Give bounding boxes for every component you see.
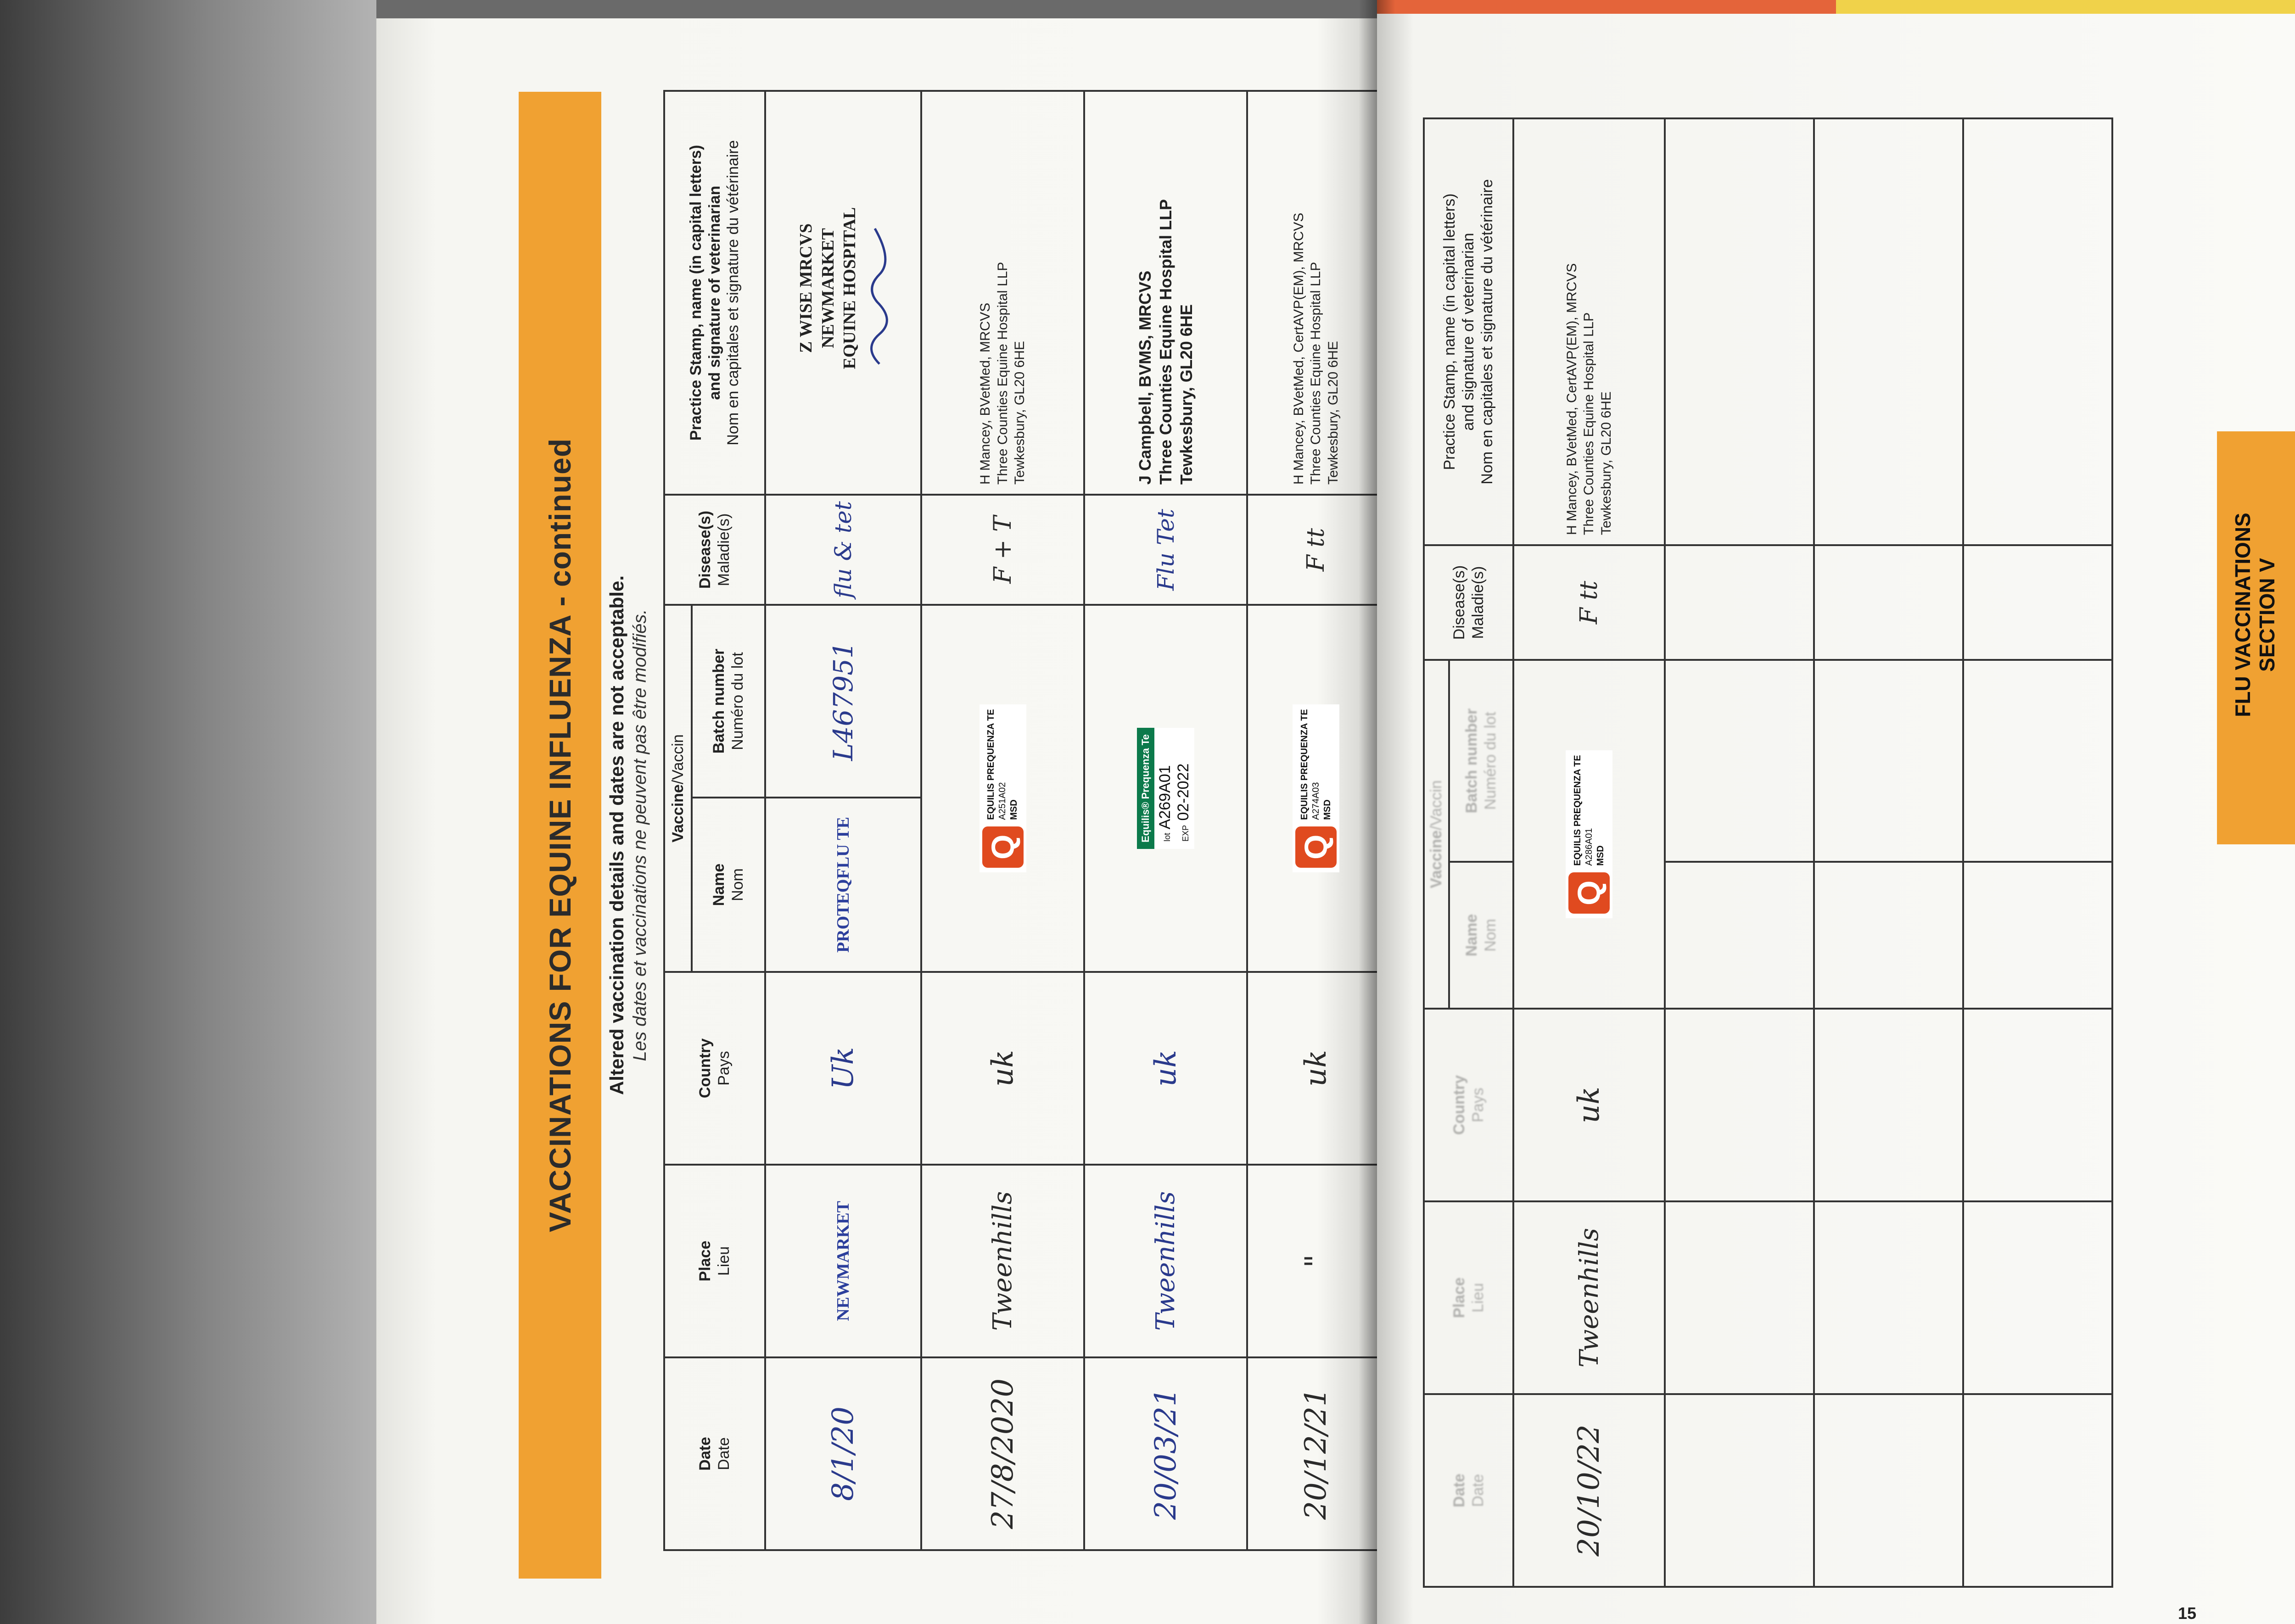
table-header-row [1424,118,1449,1587]
table-row-empty [1814,118,1963,1587]
cell-vaccine-sticker [1513,660,1665,1009]
col-header-vaccine: Vaccine/Vaccin [664,605,692,972]
cell-date: 20/10/22 [1513,1394,1665,1587]
col-header-country: Country Pays [664,972,765,1165]
cell-vaccine-sticker [1084,605,1247,972]
q-logo-icon: Q [1568,872,1610,914]
col-header-name: Name Nom [692,798,765,972]
cell-batch: L467951 [765,605,921,798]
section-banner [519,92,601,1579]
cell-stamp [1247,91,1377,495]
cell-date: 20/03/21 [1084,1357,1247,1550]
top-edge-strip-yellow [1836,0,2295,16]
cell-disease: F tt [1247,495,1377,605]
cell-stamp [765,91,921,495]
vet-stamp: H Mancey, BVetMed, CertAVP(EM), MRCVS Three Counties Equine Hospital LLP Tewkesbury, GL20 6HE [1564,263,1614,535]
msd-logo: MSD [1322,799,1332,820]
vaccine-sticker: Q EQUILIS PREQUENZA TE A251A02 MSD [980,704,1026,872]
scan-shadow [0,0,376,1624]
table-row [765,91,921,1550]
vet-stamp: H Mancey, BVetMed, MRCVS Three Counties Equine Hospital LLP Tewkesbury, GL20 6HE [978,262,1028,485]
q-logo-icon: Q [1295,826,1337,868]
notice-english: Altered vaccination details and dates are not acceptable. [606,575,627,1095]
notice-french: Les dates et vaccinations ne peuvent pas être modifiés. [630,609,650,1061]
q-logo-icon: Q [982,826,1024,868]
vet-stamp: J Campbell, BVMS, MRCVS Three Counties Equine Hospital LLP Tewkesbury, GL20 6HE [1136,199,1196,485]
cell-place: Tweenhills [1084,1165,1247,1357]
col-header-country: Country Pays [1424,1009,1513,1201]
cell-country: Uk [765,972,921,1165]
table-row [1084,91,1247,1550]
cell-disease: F + T [921,495,1084,605]
table-row [1513,118,1665,1587]
vet-stamp: H Mancey, BVetMed, CertAVP(EM), MRCVS Three Counties Equine Hospital LLP Tewkesbury, GL20 6HE [1291,212,1341,485]
col-header-place: Place Lieu [1424,1201,1513,1394]
vet-stamp: Z WISE MRCVS NEWMARKET EQUINE HOSPITAL [796,207,860,369]
msd-logo: MSD [1009,799,1019,820]
section-tab-title: FLU VACCINATIONS [2231,513,2255,717]
cell-place: Tweenhills [1513,1201,1665,1394]
cell-stamp [1084,91,1247,495]
signature-scribble [861,219,889,366]
page-title: VACCINATIONS FOR EQUINE INFLUENZA - continued [543,438,577,1233]
col-header-stamp: Practice Stamp, name (in capital letters) and signature of veterinarian Nom en capitales et signature du vétérinaire [1424,118,1513,545]
col-header-batch: Batch number Numéro du lot [692,605,765,798]
right-page [1377,14,2295,1624]
col-header-disease: Disease(s) Maladie(s) [664,495,765,605]
cell-place: " [1247,1165,1377,1357]
col-header-batch: Batch number Numéro du lot [1449,660,1513,862]
cell-vaccine-sticker [921,605,1084,972]
section-tab-label [2231,454,2279,776]
right-page-content [1423,119,2111,1588]
cell-disease: Flu Tet [1084,495,1247,605]
vaccine-sticker: Q EQUILIS PREQUENZA TE A286A01 MSD [1566,750,1612,918]
table-row-empty [1963,118,2112,1587]
section-tab-subtitle: SECTION V [2255,558,2279,672]
col-header-name: Name Nom [1449,862,1513,1009]
cell-country: uk [921,972,1084,1165]
table-row [1247,91,1377,1550]
vaccination-table [663,90,1377,1551]
table-header-row [664,91,692,1550]
left-page [376,18,1377,1624]
cell-country: uk [1513,1009,1665,1201]
cell-disease: flu & tet [765,495,921,605]
vaccine-sticker: Q EQUILIS PREQUENZA TE A274A03 MSD [1293,704,1339,872]
col-header-vaccine: Vaccine/Vaccin [1424,660,1449,1009]
col-header-disease: Disease(s) Maladie(s) [1424,545,1513,660]
cell-date: 8/1/20 [765,1357,921,1550]
left-page-content [519,92,1377,1579]
cell-date: 27/8/2020 [921,1357,1084,1550]
cell-date: 20/12/21 [1247,1357,1377,1550]
cell-country: uk [1247,972,1377,1165]
page-number: 15 [2178,1604,2197,1623]
col-header-stamp: Practice Stamp, name (in capital letters) and signature of veterinarian Nom en capitales et signature du vétérinaire [664,91,765,495]
cell-place: Tweenhills [921,1165,1084,1357]
cell-stamp [1513,118,1665,545]
col-header-place: Place Lieu [664,1165,765,1357]
cell-vaccine-sticker [1247,605,1377,972]
vaccination-table-right [1423,117,2113,1588]
col-header-date: Date Date [1424,1394,1513,1587]
table-row [921,91,1084,1550]
msd-logo: MSD [1595,845,1606,866]
col-header-date: Date Date [664,1357,765,1550]
table-row-empty [1665,118,1814,1587]
cell-disease: F tt [1513,545,1665,660]
vaccine-label-green: Equilis® Prequenza Te lot A269A01 EXP 02-2022 [1137,728,1194,849]
top-edge-strip [1377,0,1836,16]
cell-place: NEWMARKET [765,1165,921,1357]
cell-stamp [921,91,1084,495]
cell-country: uk [1084,972,1247,1165]
cell-vaccine-name: PROTEQFLU TE [765,798,921,972]
